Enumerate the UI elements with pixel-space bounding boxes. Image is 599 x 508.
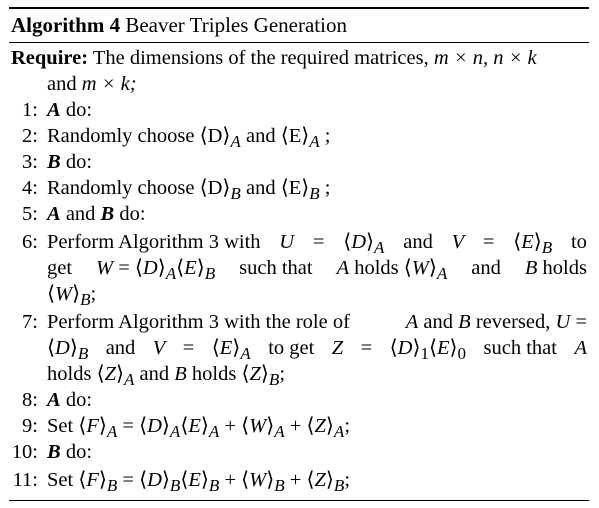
step-text: holds xyxy=(542,257,587,279)
line-number: 1: xyxy=(22,99,38,121)
line-number: 2: xyxy=(22,125,38,147)
step-text: Perform Algorithm 3 with xyxy=(47,231,261,253)
step-text: such that xyxy=(483,337,557,359)
step-text: reversed, xyxy=(475,311,551,333)
title-rule xyxy=(9,42,589,43)
math-sub: A xyxy=(309,132,320,152)
step-text: do: xyxy=(65,99,93,121)
require-and: and xyxy=(47,73,77,95)
math-sub: B xyxy=(230,184,241,204)
step-text: holds xyxy=(354,257,399,279)
step-text: and xyxy=(245,125,276,147)
step-text: do: xyxy=(65,389,93,411)
math: ⟨D⟩ xyxy=(199,177,231,199)
line-number: 11: xyxy=(12,469,38,491)
punct: ; xyxy=(324,125,331,147)
math: ⟨E⟩ xyxy=(280,125,310,147)
step-text: and xyxy=(139,363,170,385)
step-text: get xyxy=(47,257,73,279)
math-sub: A xyxy=(230,132,241,152)
require-math-2: m × k; xyxy=(81,73,137,95)
step-text: Set xyxy=(47,415,74,437)
bottom-rule xyxy=(9,500,589,501)
line-number: 10: xyxy=(11,441,38,463)
math: ⟨E⟩ xyxy=(280,177,310,199)
line-number: 7: xyxy=(22,311,38,333)
step-text: holds xyxy=(191,363,237,385)
require-math: m × n, n × k xyxy=(433,47,537,69)
algorithm-name: Beaver Triples Generation xyxy=(125,13,347,37)
algorithm-title xyxy=(11,12,347,38)
step-text: do: xyxy=(65,151,93,173)
require-text: The dimensions of the required matrices, xyxy=(92,47,429,69)
require-label: Require: xyxy=(11,47,89,69)
line-number: 4: xyxy=(22,177,38,199)
line-number: 5: xyxy=(22,203,38,225)
step-text: and xyxy=(105,337,136,359)
require-line-2 xyxy=(47,71,589,97)
step-text: such that xyxy=(239,257,313,279)
step-text: Randomly choose xyxy=(47,177,195,199)
step-text: Set xyxy=(47,469,74,491)
algorithm-label: Algorithm 4 xyxy=(11,13,121,37)
step-text: and xyxy=(423,311,454,333)
line-number: 6: xyxy=(22,231,38,253)
step-text: Randomly choose xyxy=(47,125,195,147)
step-text: do: xyxy=(65,441,93,463)
line-number: 8: xyxy=(22,389,38,411)
line-number: 9: xyxy=(22,415,38,437)
step-text: Perform Algorithm 3 with the role of xyxy=(47,311,350,333)
math: ⟨D⟩ xyxy=(199,125,231,147)
math-sub: B xyxy=(309,184,320,204)
top-rule xyxy=(9,7,589,9)
line-number: 3: xyxy=(22,151,38,173)
step-text: to get xyxy=(268,337,315,359)
step-text: and xyxy=(471,257,501,279)
step-text: and xyxy=(65,203,96,225)
require-line-1 xyxy=(11,45,589,71)
punct: ; xyxy=(324,177,331,199)
step-text: do: xyxy=(119,203,146,225)
step-text: and xyxy=(403,231,433,253)
step-text: and xyxy=(245,177,276,199)
step-text: holds xyxy=(47,363,92,385)
